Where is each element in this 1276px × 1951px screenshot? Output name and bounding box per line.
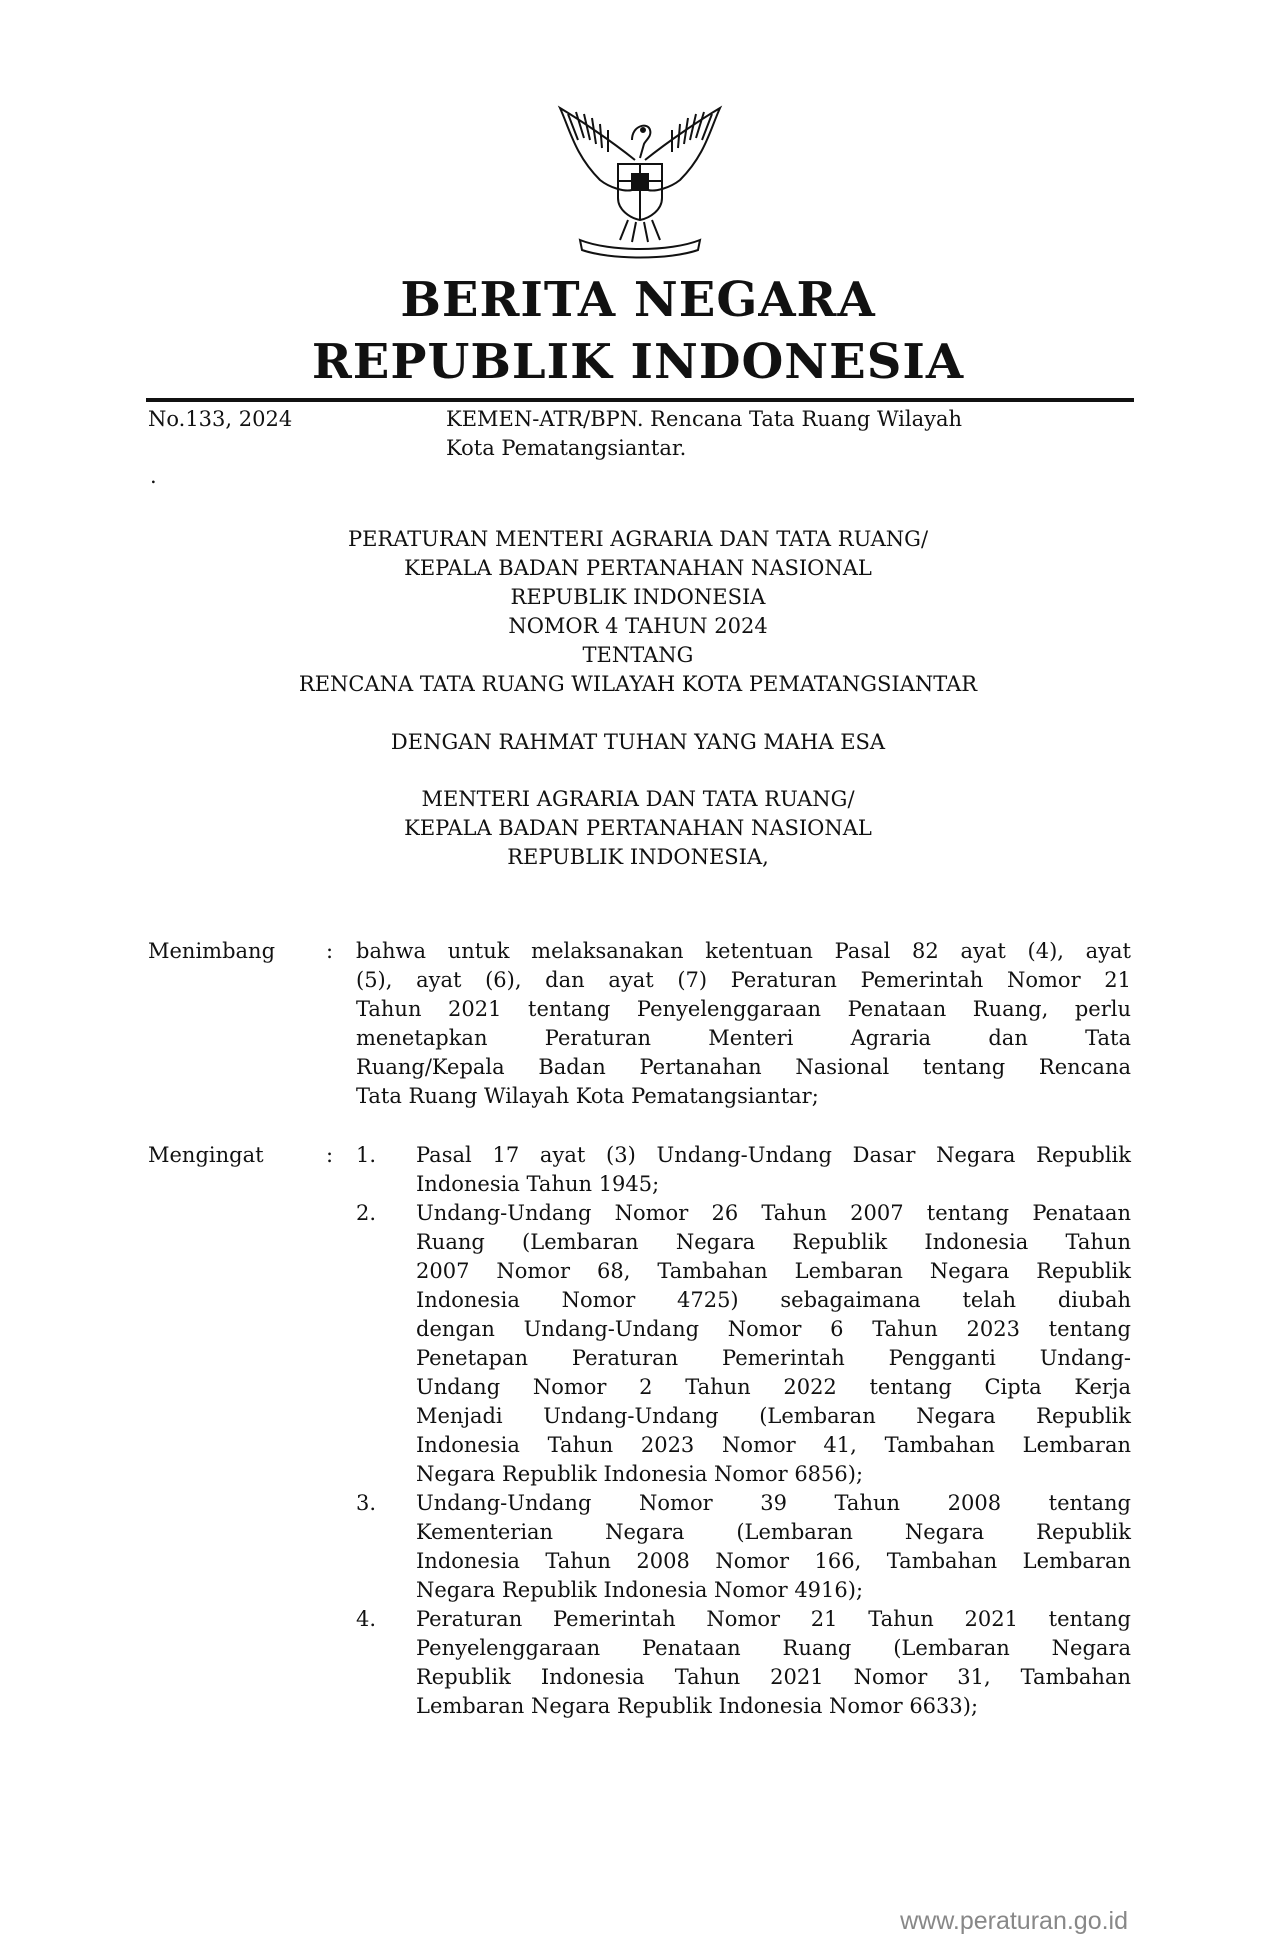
text-line: menetapkan Peraturan Menteri Agraria dan Tata: [356, 1026, 1131, 1050]
text-line: Penetapan Peraturan Pemerintah Pengganti Undang-: [416, 1346, 1131, 1370]
text-line: Menjadi Undang-Undang (Lembaran Negara Republik: [416, 1404, 1131, 1428]
masthead-divider: [146, 398, 1134, 402]
masthead-title-line2: REPUBLIK INDONESIA: [311, 334, 965, 390]
title-line: NOMOR 4 TAHUN 2024: [508, 614, 768, 638]
minister-line: KEPALA BADAN PERTANAHAN NASIONAL: [404, 816, 872, 840]
text-line: 2007 Nomor 68, Tambahan Lembaran Negara Republik: [416, 1259, 1131, 1283]
title-line: PERATURAN MENTERI AGRARIA DAN TATA RUANG/: [347, 527, 929, 551]
text-line: dengan Undang-Undang Nomor 6 Tahun 2023 tentang: [416, 1317, 1131, 1341]
text-line: Negara Republik Indonesia Nomor 4916);: [416, 1578, 864, 1602]
mengingat-label: Mengingat: [148, 1143, 264, 1167]
text-line: Indonesia Nomor 4725) sebagaimana telah diubah: [416, 1288, 1131, 1312]
title-line: TENTANG: [582, 643, 694, 667]
text-line: Indonesia Tahun 2023 Nomor 41, Tambahan Lembaran: [416, 1433, 1131, 1457]
menimbang-label: Menimbang: [148, 939, 276, 963]
mengingat-item-3: [416, 1489, 1131, 1605]
item-number: 3.: [356, 1491, 377, 1515]
text-line: bahwa untuk melaksanakan ketentuan Pasal 82 ayat (4), ayat: [356, 939, 1131, 963]
stray-dot: .: [150, 464, 157, 488]
text-line: Republik Indonesia Tahun 2021 Nomor 31, Tambahan: [416, 1665, 1131, 1689]
invocation: DENGAN RAHMAT TUHAN YANG MAHA ESA: [390, 730, 886, 754]
menimbang-colon: :: [326, 939, 334, 963]
regulation-title: [0, 525, 1276, 699]
garuda-emblem-icon: [540, 100, 740, 262]
gazette-subject-line2: Kota Pematangsiantar.: [446, 436, 687, 460]
minister-line: REPUBLIK INDONESIA,: [507, 845, 769, 869]
footer-url[interactable]: www.peraturan.go.id: [900, 1907, 1128, 1935]
mengingat-colon: :: [326, 1143, 334, 1167]
text-line: Negara Republik Indonesia Nomor 6856);: [416, 1462, 864, 1486]
menimbang-text: [356, 937, 1131, 1111]
text-line: Undang-Undang Nomor 39 Tahun 2008 tentang: [416, 1491, 1131, 1515]
text-line: Ruang/Kepala Badan Pertanahan Nasional tentang Rencana: [356, 1055, 1131, 1079]
text-line: Tata Ruang Wilayah Kota Pematangsiantar;: [356, 1084, 819, 1108]
minister-line: MENTERI AGRARIA DAN TATA RUANG/: [421, 787, 855, 811]
title-line: KEPALA BADAN PERTANAHAN NASIONAL: [404, 556, 872, 580]
item-number: 1.: [356, 1143, 377, 1167]
text-line: (5), ayat (6), dan ayat (7) Peraturan Pemerintah Nomor 21: [356, 968, 1131, 992]
text-line: Ruang (Lembaran Negara Republik Indonesia Tahun: [416, 1230, 1131, 1254]
text-line: Penyelenggaraan Penataan Ruang (Lembaran Negara: [416, 1636, 1131, 1660]
text-line: Lembaran Negara Republik Indonesia Nomor 6633);: [416, 1694, 979, 1718]
gazette-subject-line1: KEMEN-ATR/BPN. Rencana Tata Ruang Wilayah: [446, 407, 963, 431]
item-number: 4.: [356, 1607, 377, 1631]
text-line: Undang Nomor 2 Tahun 2022 tentang Cipta Kerja: [416, 1375, 1131, 1399]
item-number: 2.: [356, 1201, 377, 1225]
text-line: Pasal 17 ayat (3) Undang-Undang Dasar Negara Republik: [416, 1143, 1131, 1167]
masthead-title-line1: BERITA NEGARA: [400, 272, 876, 328]
title-line: RENCANA TATA RUANG WILAYAH KOTA PEMATANGSIANTAR: [298, 672, 978, 696]
text-line: Tahun 2021 tentang Penyelenggaraan Penataan Ruang, perlu: [356, 997, 1131, 1021]
text-line: Indonesia Tahun 1945;: [416, 1172, 660, 1196]
mengingat-item-4: [416, 1605, 1131, 1721]
title-line: REPUBLIK INDONESIA: [510, 585, 766, 609]
text-line: Undang-Undang Nomor 26 Tahun 2007 tentang Penataan: [416, 1201, 1131, 1225]
mengingat-item-2: [416, 1199, 1131, 1489]
text-line: Kementerian Negara (Lembaran Negara Republik: [416, 1520, 1131, 1544]
minister-heading: [0, 785, 1276, 872]
text-line: Peraturan Pemerintah Nomor 21 Tahun 2021 tentang: [416, 1607, 1131, 1631]
text-line: Indonesia Tahun 2008 Nomor 166, Tambahan Lembaran: [416, 1549, 1131, 1573]
gazette-number: No.133, 2024: [148, 407, 293, 431]
mengingat-item-1: [416, 1141, 1131, 1199]
